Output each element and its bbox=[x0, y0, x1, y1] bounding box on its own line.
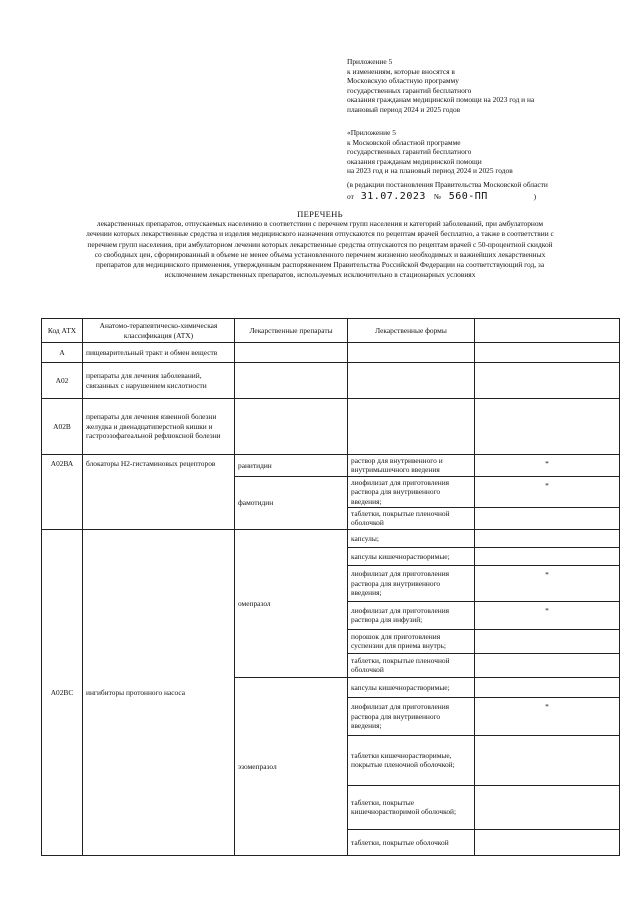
appendix-new-line: плановый период 2024 и 2025 годов bbox=[347, 104, 461, 114]
table-row bbox=[42, 363, 620, 399]
header-forms: Лекарственные формы bbox=[348, 319, 475, 343]
dosage-form: лиофилизат для приготовления раствора для внутривенного введения; bbox=[348, 476, 475, 507]
atc-code: А02В bbox=[42, 399, 83, 455]
atc-code: А02ВС bbox=[42, 529, 83, 855]
drug-name: омепразол bbox=[235, 529, 348, 677]
intro-line: со свободных цен, сформированный в объеме не менее объема установленного перечнем жизненно необходимых и важнейших лекарственных bbox=[94, 249, 546, 259]
form-mark: * bbox=[475, 601, 620, 629]
dosage-form: лиофилизат для приготовления раствора для инфузий; bbox=[348, 601, 475, 629]
atc-name: препараты для лечения язвенной болезни желудка и двенадцатиперстной кишки и гастроэзофагеальной рефлюксной болезни bbox=[83, 399, 235, 455]
form-mark bbox=[475, 735, 620, 785]
table-row bbox=[42, 399, 620, 455]
drug-name: фамотидин bbox=[235, 476, 348, 529]
appendix-original bbox=[347, 128, 548, 201]
appendix-new-line: государственных гарантий бесплатного bbox=[347, 85, 472, 95]
dosage-form: порошок для приготовления суспензии для приема внутрь; bbox=[348, 629, 475, 653]
form-mark bbox=[475, 508, 620, 530]
number-label: № bbox=[433, 191, 441, 201]
edition-note: (в редакции постановления Правительства Московской области bbox=[347, 179, 548, 189]
appendix-new-line: оказания гражданам медицинской помощи на 2023 год и на bbox=[347, 95, 535, 105]
appendix-orig-line: государственных гарантий бесплатного bbox=[347, 147, 472, 157]
atc-code: А bbox=[42, 343, 83, 363]
dosage-form: капсулы; bbox=[348, 529, 475, 547]
form-mark: * bbox=[475, 565, 620, 601]
form-mark bbox=[475, 829, 620, 855]
document-title: ПЕРЕЧЕНЬ bbox=[297, 209, 343, 219]
dosage-form: таблетки кишечнорастворимые, покрытые пленочной оболочкой; bbox=[348, 735, 475, 785]
atc-name: препараты для лечения заболеваний, связанных с нарушением кислотности bbox=[83, 363, 235, 399]
atc-name: ингибиторы протонного насоса bbox=[83, 529, 235, 855]
intro-line: исключением лекарственных препаратов, используемых исключительно в стационарных условиях bbox=[164, 270, 476, 280]
appendix-new bbox=[347, 57, 534, 115]
form-mark: * bbox=[475, 697, 620, 735]
intro-line: перечнем групп населения, при амбулаторном лечении которых лекарственные средства отпускаются по рецептам врачей с 50-процентной скидкой bbox=[87, 239, 553, 249]
form-mark bbox=[475, 653, 620, 677]
form-mark bbox=[475, 547, 620, 565]
header-classification: Анатомо-терапевтическо-химическая классификация (АТХ) bbox=[83, 319, 235, 343]
dosage-form: капсулы кишечнорастворимые; bbox=[348, 547, 475, 565]
intro-line: лечении которых лекарственные средства и изделия медицинского назначения отпускаются по рецептам врачей бесплатно, а также в соответствии с bbox=[86, 229, 554, 239]
appendix-orig-line: «Приложение 5 bbox=[347, 128, 396, 137]
dosage-form: капсулы кишечнорастворимые; bbox=[348, 677, 475, 697]
table-row bbox=[42, 455, 620, 477]
intro-line: лекарственных препаратов, отпускаемых населению в соответствии с перечнем групп населения и категорий заболеваний, при амбулаторном bbox=[96, 219, 544, 228]
header-drugs: Лекарственные препараты bbox=[235, 319, 348, 343]
appendix-new-line: Приложение 5 bbox=[347, 57, 393, 66]
dosage-form: таблетки, покрытые кишечнорастворимой оболочкой; bbox=[348, 785, 475, 829]
table-row bbox=[42, 529, 620, 547]
form-mark bbox=[475, 629, 620, 653]
atc-name: пищеварительный тракт и обмен веществ bbox=[83, 343, 235, 363]
form-mark bbox=[475, 529, 620, 547]
decree-number: 560-ПП bbox=[448, 190, 488, 202]
form-mark: * bbox=[475, 476, 620, 507]
header-mark bbox=[475, 319, 620, 343]
decree-line bbox=[347, 192, 548, 202]
closing-paren: ) bbox=[533, 191, 537, 201]
header-code: Код АТХ bbox=[42, 319, 83, 343]
atc-code: А02 bbox=[42, 363, 83, 399]
dosage-form: раствор для внутривенного и внутримышечного введения bbox=[348, 455, 475, 477]
from-label: от bbox=[347, 191, 354, 201]
decree-date: 31.07.2023 bbox=[360, 190, 426, 202]
form-mark: * bbox=[475, 455, 620, 477]
drug-name: эзомепразол bbox=[235, 677, 348, 855]
dosage-form: таблетки, покрытые пленочной оболочкой bbox=[348, 508, 475, 530]
table-row bbox=[42, 343, 620, 363]
drug-name: ранитидин bbox=[235, 455, 348, 477]
dosage-form: лиофилизат для приготовления раствора для внутривенного введения; bbox=[348, 697, 475, 735]
atc-code: А02ВА bbox=[42, 455, 83, 530]
form-mark bbox=[475, 785, 620, 829]
drug-list-table bbox=[41, 318, 620, 856]
dosage-form: таблетки, покрытые пленочной оболочкой bbox=[348, 653, 475, 677]
table-header-row bbox=[42, 319, 620, 343]
appendix-orig-line: к Московской областной программе bbox=[347, 137, 461, 147]
appendix-new-line: к изменениям, которые вносятся в bbox=[347, 66, 455, 76]
dosage-form: таблетки, покрытые оболочкой bbox=[348, 829, 475, 855]
appendix-orig-line: оказания гражданам медицинской помощи bbox=[347, 156, 482, 166]
atc-name: блокаторы Н2-гистаминовых рецепторов bbox=[83, 455, 235, 530]
dosage-form: лиофилизат для приготовления раствора для внутривенного введения; bbox=[348, 565, 475, 601]
intro-line: препаратов для медицинского применения, утвержденным распоряжением Правительства Российской Федерации на соответствующий год, за bbox=[95, 260, 545, 270]
form-mark bbox=[475, 677, 620, 697]
appendix-orig-line: на 2023 год и на плановый период 2024 и 2025 годов bbox=[347, 166, 513, 176]
intro-paragraph bbox=[40, 219, 600, 281]
appendix-new-line: Московскую областную программу bbox=[347, 76, 459, 86]
